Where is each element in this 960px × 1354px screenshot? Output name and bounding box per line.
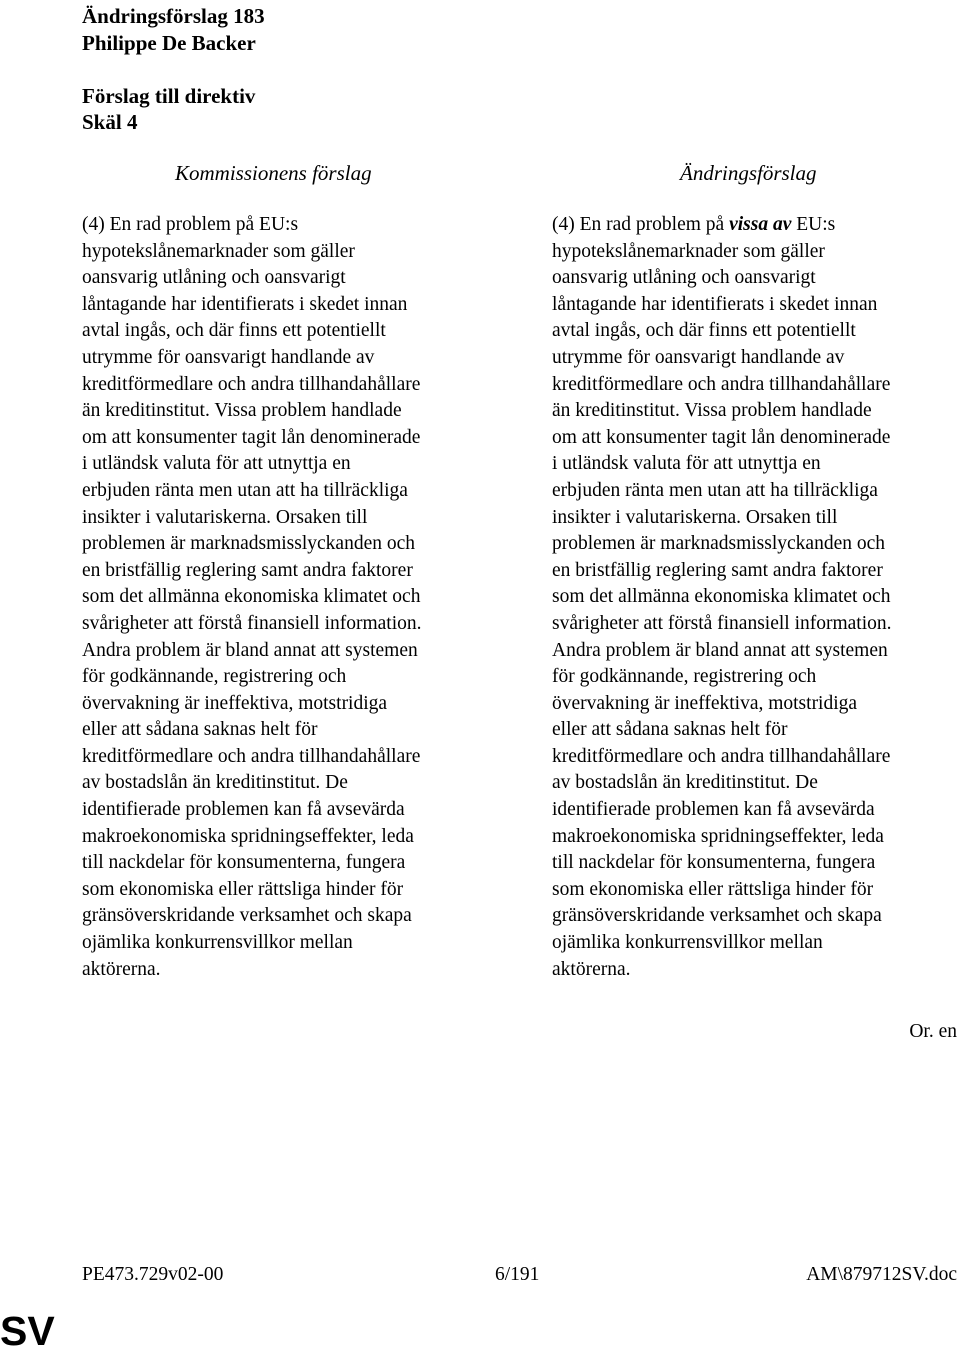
text-line: makroekonomiska spridningseffekter, leda [552, 825, 884, 847]
text-line: kreditförmedlare och andra tillhandahållare [552, 745, 891, 767]
text-line: som det allmänna ekonomiska klimatet och [552, 586, 891, 608]
text-line: identifierade problemen kan få avsevärda [552, 799, 875, 821]
text-line: makroekonomiska spridningseffekter, leda [82, 825, 414, 847]
text-line: oansvarig utlåning och oansvarigt [82, 267, 346, 289]
footer-document-ref: PE473.729v02-00 [82, 1264, 224, 1285]
text-line: insikter i valutariskerna. Orsaken till [82, 506, 368, 528]
proposal-type: Förslag till direktiv [82, 84, 256, 108]
text-line: utrymme för oansvarigt handlande av [82, 346, 375, 368]
text-line: som det allmänna ekonomiska klimatet och [82, 586, 421, 608]
text-line: Andra problem är bland annat att systemen [82, 639, 418, 661]
text-line: övervakning är ineffektiva, motstridiga [552, 692, 858, 714]
commission-column-heading: Kommissionens förslag [175, 161, 372, 185]
text-line: av bostadslån än kreditinstitut. De [552, 772, 818, 794]
text-line: svårigheter att förstå finansiell information. [552, 612, 892, 634]
text-line: för godkännande, registrering och [552, 666, 817, 688]
text-line: avtal ingås, och där finns ett potentiellt [552, 320, 856, 342]
text-line: utrymme för oansvarigt handlande av [552, 346, 845, 368]
text-line: en bristfällig reglering samt andra faktorer [82, 559, 413, 581]
text-line: kreditförmedlare och andra tillhandahållare [82, 373, 421, 395]
text-line-first [552, 212, 960, 239]
text-line: för godkännande, registrering och [82, 666, 347, 688]
amendment-title: Ändringsförslag 183 [82, 4, 265, 28]
text-segment: (4) En rad problem på [552, 214, 730, 235]
text-line: som ekonomiska eller rättsliga hinder för [552, 878, 874, 900]
text-line: problemen är marknadsmisslyckanden och [552, 533, 886, 555]
text-line: hypotekslånemarknader som gäller [552, 240, 825, 262]
original-language-note: Or. en [909, 1021, 957, 1042]
text-line: gränsöverskridande verksamhet och skapa [552, 905, 882, 927]
text-line: aktörerna. [552, 958, 631, 980]
text-line: eller att sådana saknas helt för [552, 719, 788, 741]
text-line: svårigheter att förstå finansiell information. [82, 612, 422, 634]
amendment-column-heading: Ändringsförslag [680, 161, 817, 185]
text-segment: EU:s [791, 214, 836, 235]
text-line: ojämlika konkurrensvillkor mellan [552, 932, 823, 954]
text-line: i utländsk valuta för att utnyttja en [82, 453, 351, 475]
text-line: identifierade problemen kan få avsevärda [82, 799, 405, 821]
text-line: övervakning är ineffektiva, motstridiga [82, 692, 388, 714]
text-line: än kreditinstitut. Vissa problem handlade [552, 400, 872, 422]
text-line: låntagande har identifierats i skedet innan [552, 293, 878, 315]
text-line: till nackdelar för konsumenterna, fungera [82, 852, 406, 874]
text-line: avtal ingås, och där finns ett potentiellt [82, 320, 386, 342]
text-line: kreditförmedlare och andra tillhandahållare [552, 373, 891, 395]
text-line: oansvarig utlåning och oansvarigt [552, 267, 816, 289]
text-line: Andra problem är bland annat att systemen [552, 639, 888, 661]
inserted-text: vissa av [729, 214, 792, 235]
text-line: hypotekslånemarknader som gäller [82, 240, 355, 262]
text-line: aktörerna. [82, 958, 161, 980]
text-line: eller att sådana saknas helt för [82, 719, 318, 741]
text-line: gränsöverskridande verksamhet och skapa [82, 905, 412, 927]
footer-page-number: 6/191 [495, 1264, 540, 1285]
text-line: än kreditinstitut. Vissa problem handlade [82, 400, 402, 422]
text-line: insikter i valutariskerna. Orsaken till [552, 506, 838, 528]
text-line: erbjuden ränta men utan att ha tillräckliga [552, 479, 878, 501]
amendment-text [552, 212, 960, 983]
recital-reference: Skäl 4 [82, 110, 138, 134]
text-line: låntagande har identifierats i skedet innan [82, 293, 408, 315]
text-line: i utländsk valuta för att utnyttja en [552, 453, 821, 475]
text-line: av bostadslån än kreditinstitut. De [82, 772, 348, 794]
language-code: SV [0, 1308, 55, 1354]
text-line: om att konsumenter tagit lån denominerade [82, 426, 421, 448]
text-line: till nackdelar för konsumenterna, fungera [552, 852, 876, 874]
footer-file-ref: AM\879712SV.doc [806, 1264, 957, 1285]
text-line: erbjuden ränta men utan att ha tillräckliga [82, 479, 408, 501]
text-line: om att konsumenter tagit lån denominerade [552, 426, 891, 448]
author-name: Philippe De Backer [82, 31, 256, 55]
text-line: som ekonomiska eller rättsliga hinder för [82, 878, 404, 900]
text-line: kreditförmedlare och andra tillhandahållare [82, 745, 421, 767]
text-line: problemen är marknadsmisslyckanden och [82, 533, 416, 555]
text-line: (4) En rad problem på EU:s [82, 214, 299, 235]
text-line: en bristfällig reglering samt andra faktorer [552, 559, 883, 581]
text-line: ojämlika konkurrensvillkor mellan [82, 932, 353, 954]
commission-proposal-text [82, 212, 502, 983]
